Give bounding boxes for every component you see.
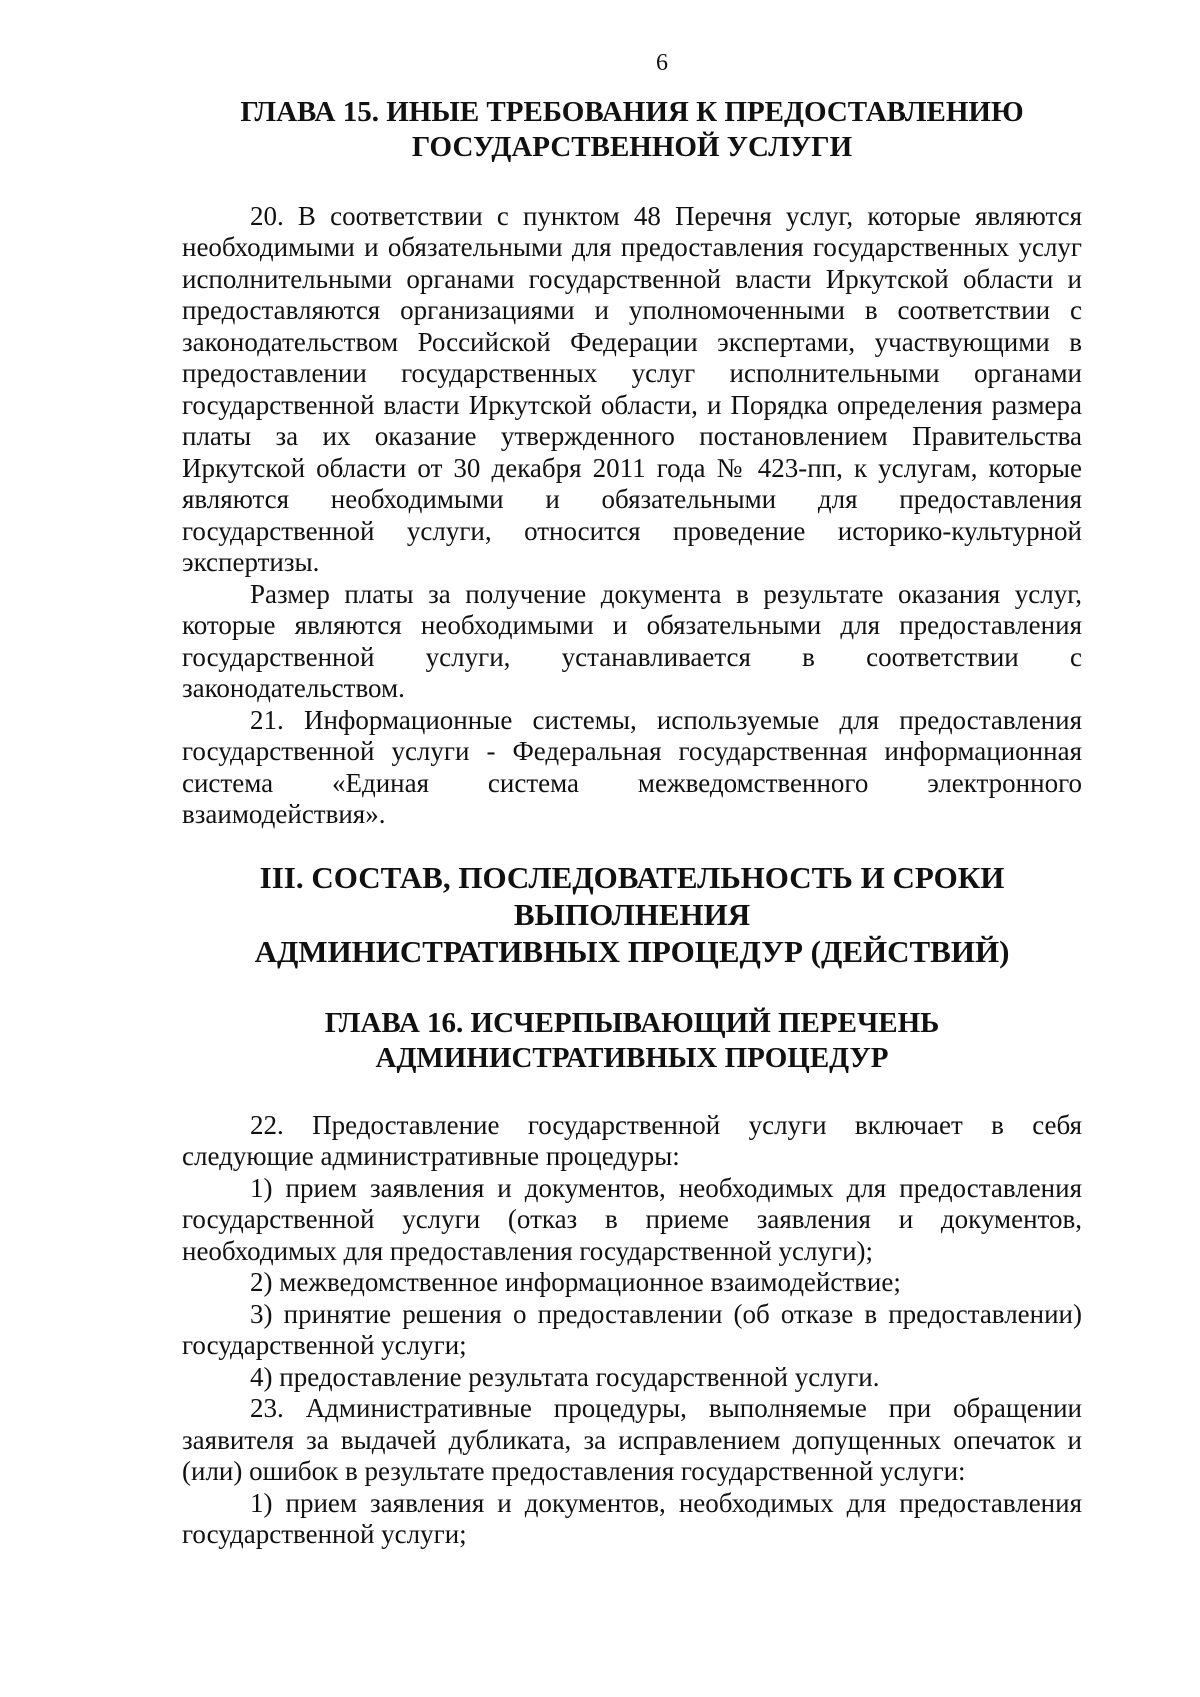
paragraph-23-item-1: 1) прием заявления и документов, необходимых для предоставления государственной услуги; [182, 1487, 1082, 1550]
paragraph-23: 23. Административные процедуры, выполняемые при обращении заявителя за выдачей дубликата, за исправлением допущенных опечаток и (или) ошибок в результате предоставления государственной услуги: [182, 1393, 1082, 1487]
chapter-16-title-line1: ГЛАВА 16. ИСЧЕРПЫВАЮЩИЙ ПЕРЕЧЕНЬ [324, 1007, 940, 1040]
section-3-title-line2: АДМИНИСТРАТИВНЫХ ПРОЦЕДУР (ДЕЙСТВИЙ) [254, 933, 1010, 969]
paragraph-20: 20. В соответствии с пунктом 48 Перечня услуг, которые являются необходимыми и обязательными для предоставления государственных услуг исполнительными органами государственной власти Иркутской области и предоставляются организациями и уполномоченными в соответствии с законодательством Российской Федерации экспертами, участвующими в предоставлении государственных услуг исполнительными органами государственной власти Иркутской области, и Порядка определения размера платы за их оказание утвержденного постановлением Правительства Иркутской области от 30 декабря 2011 года № 423-пп, к услугам, которые являются необходимыми и обязательными для предоставления государственной услуги, относится проведение историко-культурной экспертизы. [182, 200, 1082, 578]
section-3-title [182, 859, 1082, 971]
paragraph-22-item-2: 2) межведомственное информационное взаимодействие; [250, 1267, 901, 1298]
chapter-16-title-line2: АДМИНИСТРАТИВНЫХ ПРОЦЕДУР [375, 1041, 889, 1074]
chapter-16-title [182, 1006, 1082, 1076]
paragraph-22-item-4: 4) предоставление результата государственной услуги. [250, 1361, 880, 1392]
chapter-15-title-line2: ГОСУДАРСТВЕННОЙ УСЛУГИ [411, 130, 853, 163]
paragraph-22-item-3: 3) принятие решения о предоставлении (об отказе в предоставлении) государственной услуги; [182, 1298, 1082, 1361]
paragraph-22: 22. Предоставление государственной услуги включает в себя следующие административные процедуры: [182, 1109, 1082, 1172]
paragraph-21: 21. Информационные системы, используемые для предоставления государственной услуги - Федеральная государственная информационная система «Единая система межведомственного электронного взаимодействия». [182, 704, 1082, 830]
paragraph-22-item-1: 1) прием заявления и документов, необходимых для предоставления государственной услуги (отказ в приеме заявления и документов, необходимых для предоставления государственной услуги); [182, 1172, 1082, 1266]
section-3-title-line1: III. СОСТАВ, ПОСЛЕДОВАТЕЛЬНОСТЬ И СРОКИ ВЫПОЛНЕНИЯ [259, 859, 1005, 932]
chapter-15-title [182, 95, 1082, 165]
page-number: 6 [656, 50, 668, 76]
chapter-15-title-line1: ГЛАВА 15. ИНЫЕ ТРЕБОВАНИЯ К ПРЕДОСТАВЛЕНИЮ [240, 96, 1024, 128]
paragraph-20-fee: Размер платы за получение документа в результате оказания услуг, которые являются необходимыми и обязательными для предоставления государственной услуги, устанавливается в соответствии с законодательством. [182, 578, 1082, 704]
